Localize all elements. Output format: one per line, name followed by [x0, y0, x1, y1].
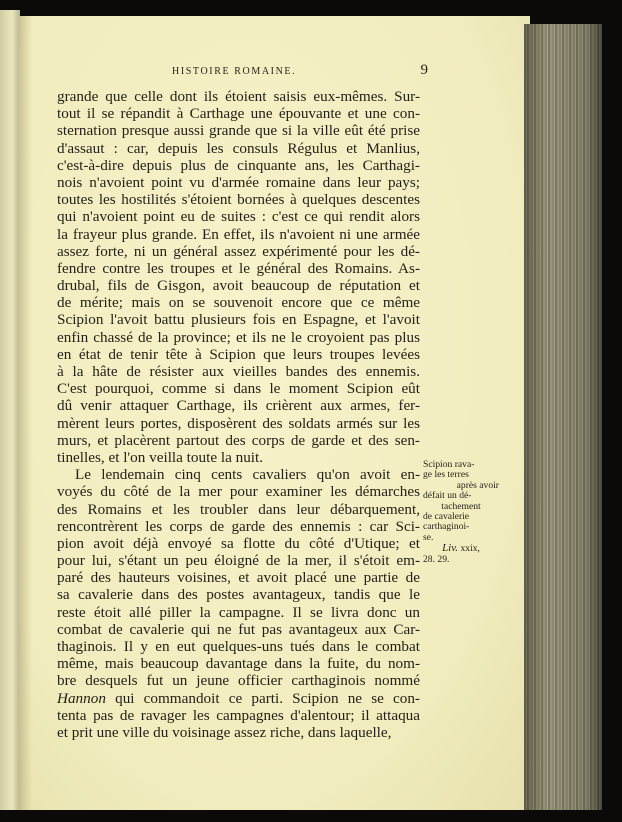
text-line: toutes les hostilités s'étoient bornées à quelques descentes [57, 191, 420, 209]
text-line: C'est pourquoi, comme si dans le moment Scipion eût [57, 380, 420, 398]
facing-page-edge [0, 10, 20, 810]
text-line: d'assaut : car, depuis les consuls Régulus et Manlius, [57, 139, 420, 157]
body-text [57, 88, 420, 741]
margin-note-line: de cavalerie [423, 511, 470, 523]
citation-chapters: 28. 29. [423, 553, 450, 565]
text-line: c'est-à-dire depuis plus de cinquante ans, les Carthagi- [57, 156, 420, 174]
line-text: qui commandoit ce parti. Scipion ne se con- [115, 689, 420, 707]
page-gutter-shadow [18, 16, 32, 810]
text-line: paré des hauteurs voisines, et avoit placé une partie de [57, 569, 420, 587]
text-line: reste étoit allé piller la campagne. Il se livra donc un [57, 603, 420, 621]
text-line: Scipion l'avoit battu plusieurs fois en Espagne, et l'avoit [57, 311, 420, 329]
text-line: enfin chassé de la province; et ils ne le croyoient pas plus [57, 328, 420, 346]
text-line: sternation presque aussi grande que si la ville eût été prise [57, 122, 420, 140]
text-line: rencontrèrent les corps de garde des ennemis : car Sci- [57, 517, 420, 535]
text-line: murs, et placèrent partout des corps de garde et des sen- [57, 431, 420, 449]
text-line: de mérite; mais on se souvenoit encore que ce même [57, 294, 420, 312]
text-line: pour lui, s'étant un peu éloigné de la mer, il s'étoit em- [57, 552, 420, 570]
margin-note-line: carthaginoi- [423, 521, 470, 533]
text-line: assez forte, ni un général assez expérimenté pour les dé- [57, 242, 420, 260]
text-line: tenta pas de ravager les campagnes d'alentour; il attaqua [57, 706, 420, 724]
running-title: HISTOIRE ROMAINE. [172, 66, 297, 77]
text-line: nois n'avoient point vu d'armée romaine dans leur pays; [57, 173, 420, 191]
text-line: voyés du côté de la mer pour examiner les démarches [57, 483, 420, 501]
citation-book: xxix, [460, 543, 480, 555]
margin-note [423, 460, 499, 565]
text-line: la frayeur plus grande. En effet, ils n'avoient ni une armée [57, 225, 420, 243]
citation-abbrev: Liv. [442, 542, 459, 555]
page-number: 9 [420, 62, 428, 78]
text-line: pion avoit déjà envoyé sa flotte du côté d'Utique; et [57, 534, 420, 552]
text-line: combat de cavalerie qui ne fut pas avantageux aux Car- [57, 620, 420, 638]
text-line: qui n'avoient point eu de suites : c'est ce qui rendit alors [57, 208, 420, 226]
italic-name: Hannon [57, 689, 106, 707]
margin-note-line: tachement [441, 500, 481, 512]
text-line: à la hâte de résister aux vieilles bandes des ennemis. [57, 363, 420, 380]
text-line: dû venir attaquer Carthage, ils crièrent aux armes, fer- [57, 397, 420, 415]
text-line: drubal, fils de Gisgon, avoit beaucoup de réputation et [57, 277, 420, 295]
margin-note-line: se. [423, 531, 434, 543]
text-line: bre desquels fut un jeune officier carthaginois nommé [57, 672, 420, 690]
text-line: grande que celle dont ils étoient saisis eux-mêmes. Sur- [57, 88, 420, 105]
text-line: tinelles, et l'on veilla toute la nuit. [57, 448, 264, 466]
text-line: tout il se répandit à Carthage une épouvante et une con- [57, 105, 420, 123]
text-line: mèrent leurs portes, disposèrent des soldats armés sur les [57, 414, 420, 432]
text-line: en état de tenir tête à Scipion que leurs troupes levées [57, 345, 420, 363]
text-line: Le lendemain cinq cents cavaliers qu'on avoit en- [75, 466, 420, 484]
page-block-shading [524, 24, 602, 810]
text-line: fendre contre les troupes et le général des Romains. As- [57, 259, 420, 277]
margin-note-line: défait un dé- [423, 490, 472, 502]
text-line [57, 690, 420, 707]
margin-note-line: Scipion rava- [423, 459, 475, 470]
text-line: sa cavalerie dans des postes avantageux, tandis que le [57, 586, 420, 604]
text-line: même, mais beaucoup davantage dans la fuite, du nom- [57, 655, 420, 673]
margin-note-line: après avoir [456, 479, 499, 491]
text-line: des Romains et les troubler dans leur débarquement, [57, 500, 420, 518]
text-line: et prit une ville du voisinage assez riche, dans laquelle, [57, 723, 392, 741]
text-line: thaginois. Il y en eut quelques-uns tués dans le combat [57, 638, 420, 655]
margin-note-line: ge les terres [423, 469, 469, 481]
margin-note-citation [423, 543, 499, 554]
